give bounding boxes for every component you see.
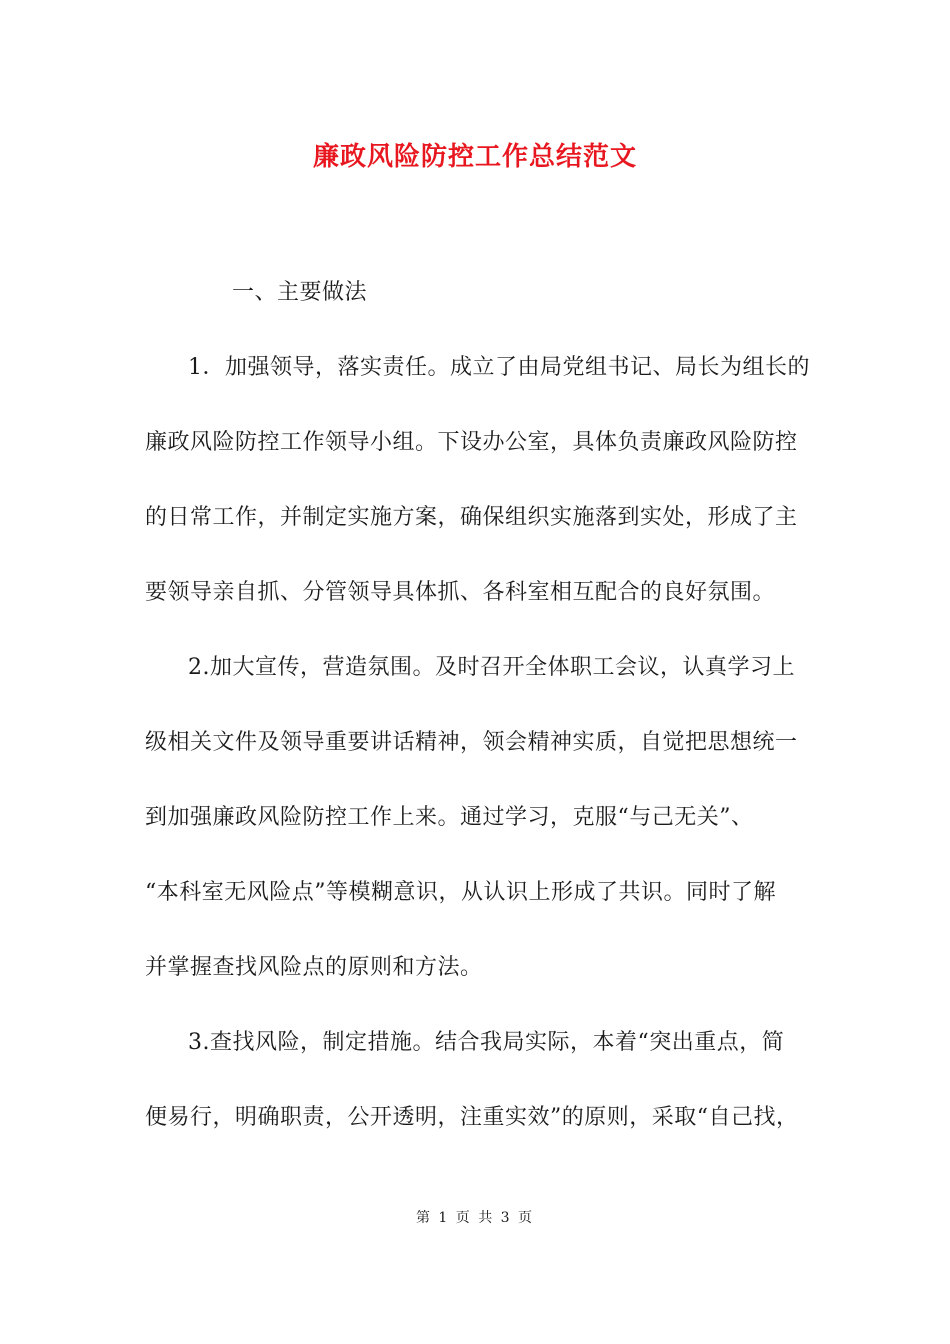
paragraph-line: 2.加大宣传，营造氛围。及时召开全体职工会议，认真学习上: [188, 655, 795, 680]
paragraph-line: 的日常工作，并制定实施方案，确保组织实施落到实处，形成了主: [145, 505, 798, 530]
paragraph-line: 廉政风险防控工作领导小组。下设办公室，具体负责廉政风险防控: [145, 430, 798, 455]
page-number-footer: 第 1 页 共 3 页: [415, 1210, 535, 1226]
page-title: 廉政风险防控工作总结范文: [312, 142, 637, 172]
paragraph-line: 级相关文件及领导重要讲话精神，领会精神实质，自觉把思想统一: [145, 730, 798, 755]
paragraph-line: 并掌握查找风险点的原则和方法。: [145, 955, 483, 980]
paragraph-line: 要领导亲自抓、分管领导具体抓、各科室相互配合的良好氛围。: [145, 580, 776, 605]
section-heading: 一、主要做法: [232, 280, 368, 305]
paragraph-line: “本科室无风险点”等模糊意识，从认识上形成了共识。同时了解: [145, 880, 776, 905]
paragraph-line: 到加强廉政风险防控工作上来。通过学习，克服“与己无关”、: [145, 805, 754, 830]
paragraph-line: 便易行，明确职责，公开透明，注重实效”的原则，采取“自己找，: [145, 1105, 799, 1130]
paragraph-line: 1．加强领导，落实责任。成立了由局党组书记、局长为组长的: [188, 355, 810, 380]
paragraph-line: 3.查找风险，制定措施。结合我局实际，本着“突出重点，简: [188, 1030, 785, 1055]
